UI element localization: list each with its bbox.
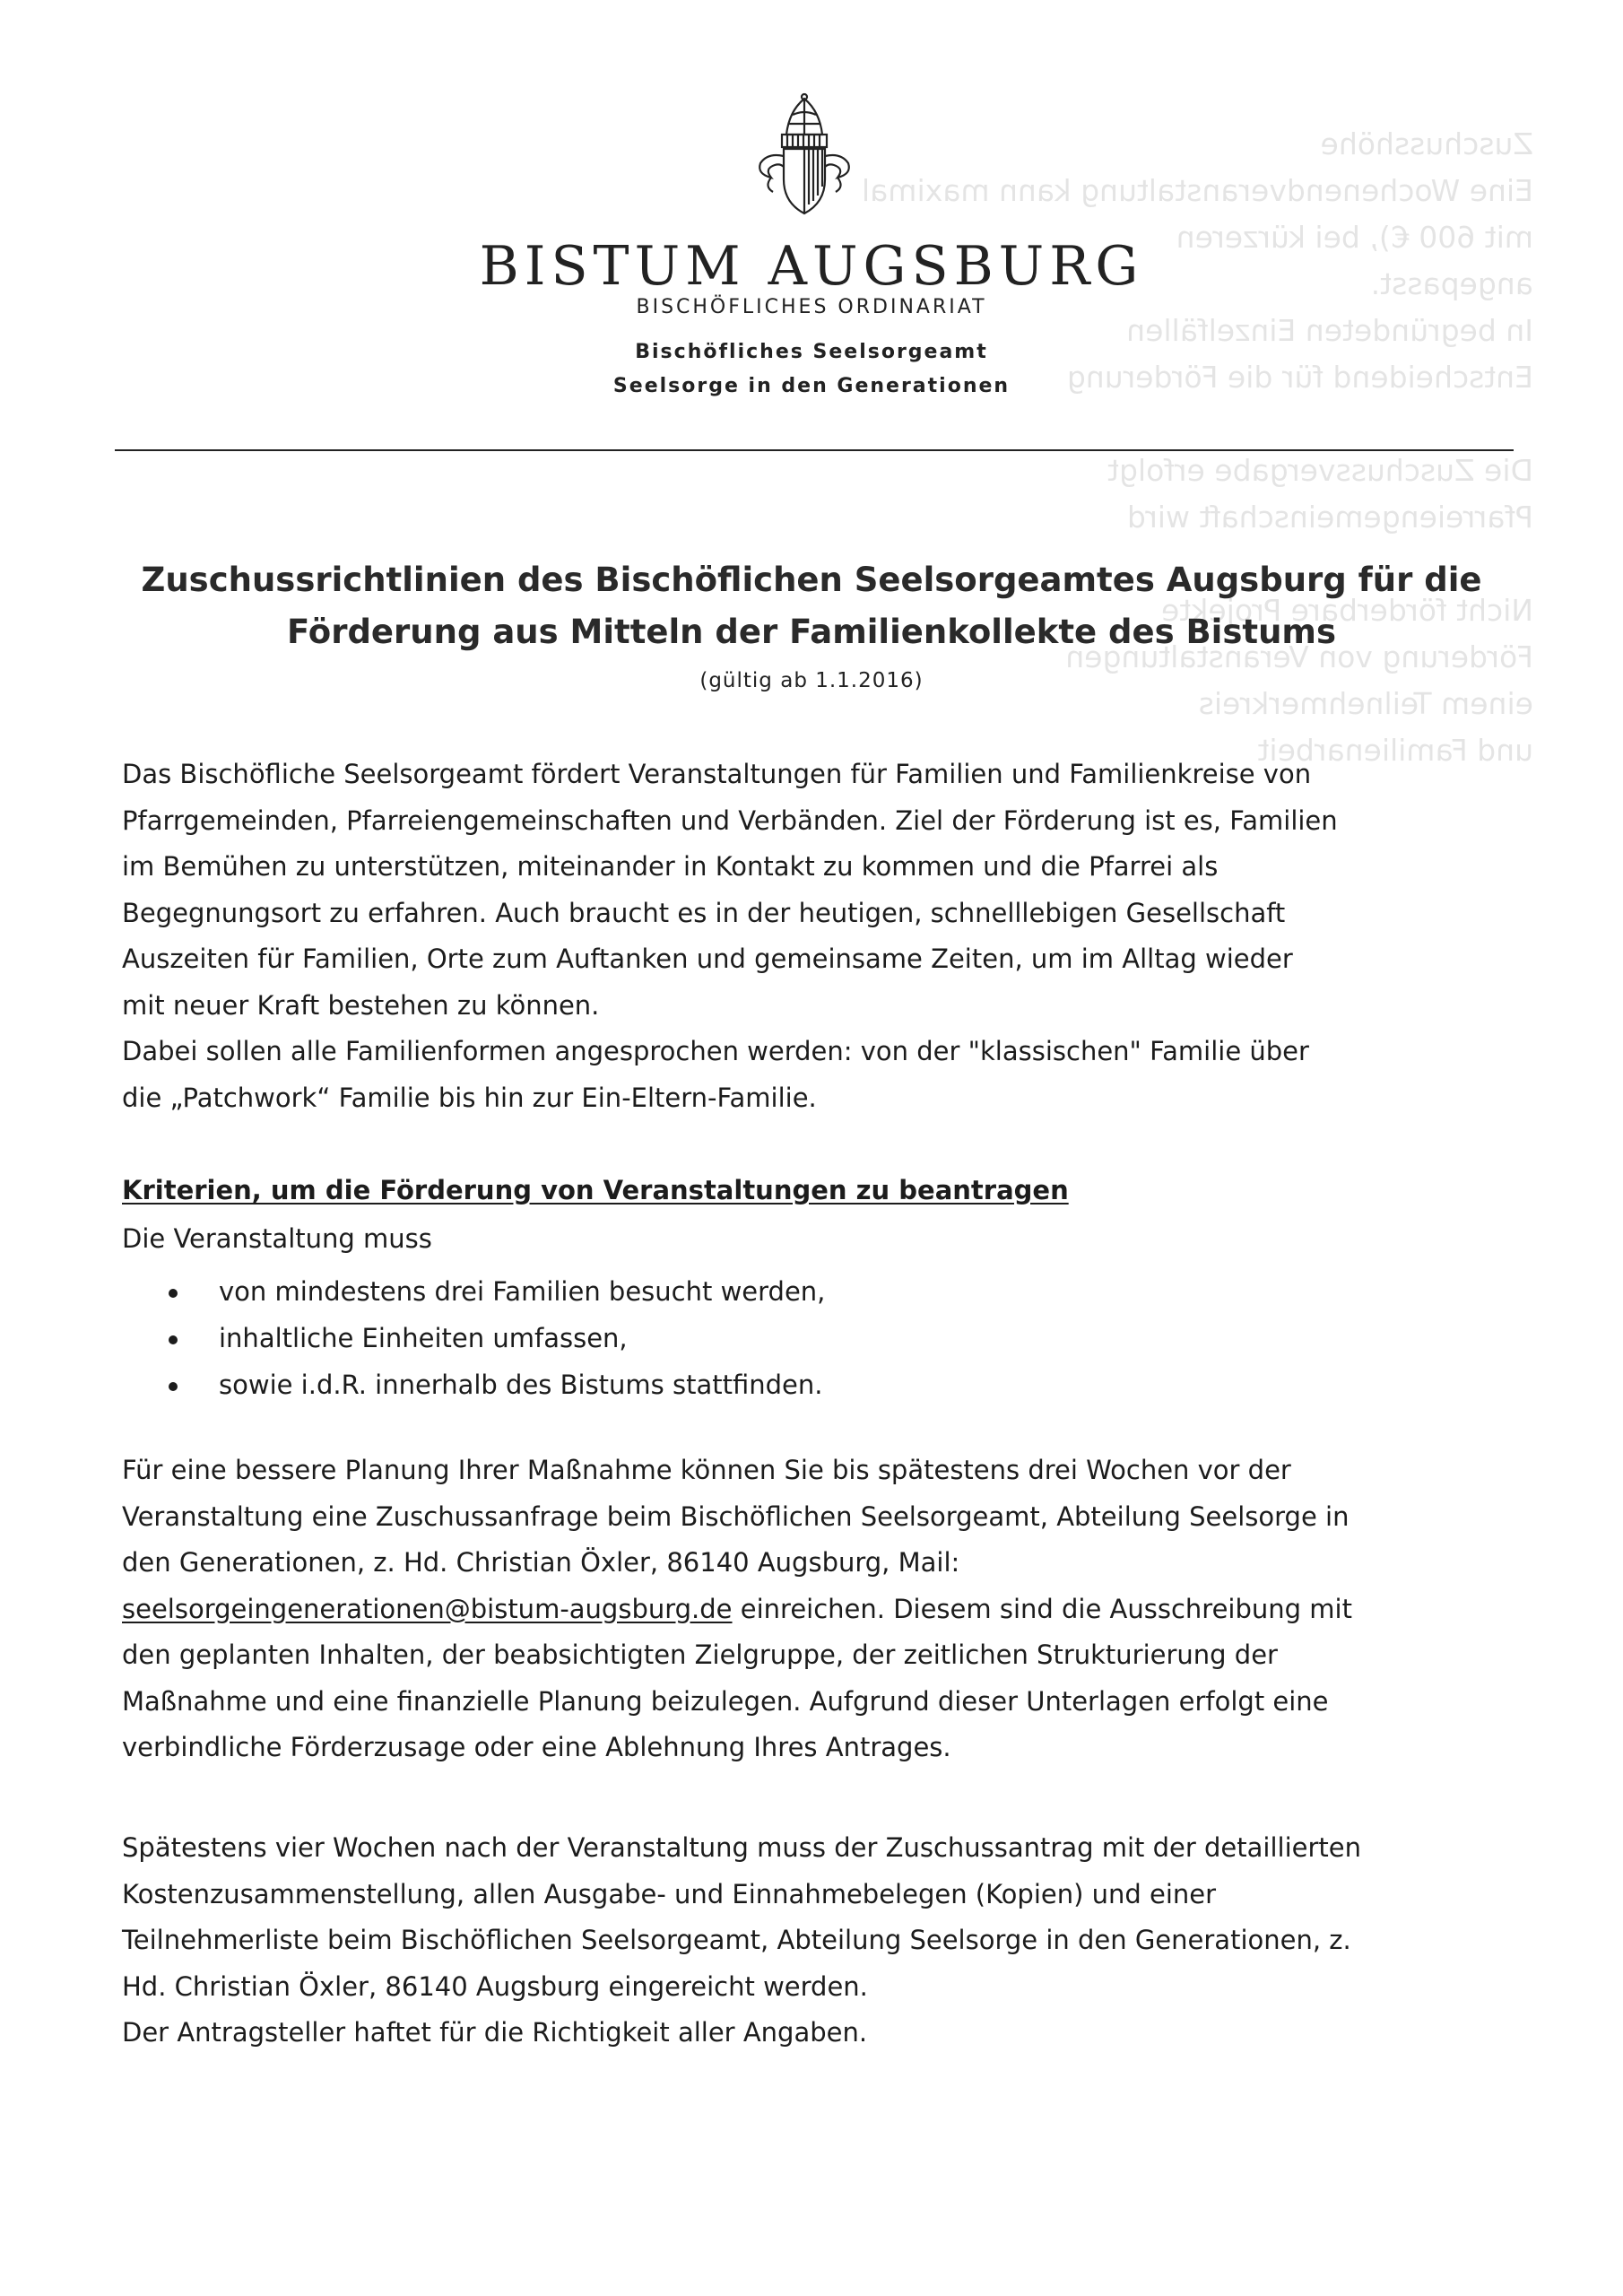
text-line: Das Bischöfliche Seelsorgeamt fördert Veranstaltungen für Familien und Familienkreise von — [122, 759, 1312, 789]
organization-title: BISTUM AUGSBURG — [479, 235, 1144, 298]
criteria-heading: Kriterien, um die Förderung von Veranstaltungen zu beantragen — [122, 1175, 1069, 1205]
bullet-icon — [169, 1335, 178, 1344]
text-line: Maßnahme und eine finanzielle Planung beizulegen. Aufgrund dieser Unterlagen erfolgt eine — [122, 1685, 1329, 1717]
bleed-line: Förderung von Veranstaltungen — [1065, 639, 1533, 674]
validity-date: (gültig ab 1.1.2016) — [699, 669, 924, 692]
bleed-line: Pfarreiengemeinschaft wird — [1126, 500, 1533, 535]
text-line: Für eine bessere Planung Ihrer Maßnahme können Sie bis spätestens drei Wochen vor der — [122, 1455, 1291, 1485]
text-line: Hd. Christian Öxler, 86140 Augsburg eingereicht werden. — [122, 1970, 868, 2002]
title-line-2: Förderung aus Mitteln der Familienkollekte des Bistums — [287, 613, 1336, 651]
diocese-coat-of-arms-logo — [737, 91, 872, 226]
text-line: Pfarrgemeinden, Pfarreiengemeinschaften und Verbänden. Ziel der Förderung ist es, Familien — [122, 804, 1338, 836]
text-line: den geplanten Inhalten, der beabsichtigten Zielgruppe, der zeitlichen Strukturierung der — [122, 1639, 1278, 1670]
submission-paragraph — [122, 1825, 1521, 2057]
text-line: Spätestens vier Wochen nach der Veranstaltung muss der Zuschussantrag mit der detaillierten — [122, 1832, 1362, 1863]
intro-paragraph — [122, 752, 1521, 1121]
list-item — [169, 1361, 825, 1408]
bleed-line: Zuschusshöhe — [1320, 126, 1533, 161]
text-fragment: einreichen. Diesem sind die Ausschreibung mit — [732, 1593, 1352, 1624]
text-line: Kostenzusammenstellung, allen Ausgabe- und Einnahmebelegen (Kopien) und einer — [122, 1878, 1217, 1909]
bleed-line: mit 600 €), bei kürzeren — [1176, 220, 1533, 255]
application-paragraph — [122, 1448, 1521, 1771]
list-item-text: sowie i.d.R. innerhalb des Bistums stattfinden. — [219, 1370, 823, 1400]
document-title — [117, 554, 1506, 658]
bleed-line: angepasst. — [1370, 266, 1533, 301]
organization-subtitle: BISCHÖFLICHES ORDINARIAT — [636, 296, 987, 318]
criteria-intro: Die Veranstaltung muss — [122, 1223, 432, 1254]
bullet-icon — [169, 1289, 178, 1298]
bleed-line: In begründeten Einzelfällen — [1126, 313, 1533, 348]
text-line: verbindliche Förderzusage oder eine Ablehnung Ihres Antrages. — [122, 1732, 951, 1762]
bleed-line: einem Teilnehmerkreis — [1198, 686, 1533, 721]
list-item — [169, 1315, 825, 1361]
text-line: Teilnehmerliste beim Bischöflichen Seelsorgeamt, Abteilung Seelsorge in den Generationen, z. — [122, 1925, 1351, 1955]
email-link[interactable]: seelsorgeingenerationen@bistum-augsburg.de — [122, 1593, 733, 1624]
list-item — [169, 1268, 825, 1315]
criteria-list — [169, 1268, 825, 1408]
text-line: Begegnungsort zu erfahren. Auch braucht es in der heutigen, schnelllebigen Gesellschaft — [122, 897, 1286, 928]
department-name: Bischöfliches Seelsorgeamt — [635, 341, 988, 363]
text-line: Veranstaltung eine Zuschussanfrage beim Bischöflichen Seelsorgeamt, Abteilung Seelsorge in — [122, 1500, 1350, 1532]
bleed-line: Nicht förderbare Projekte — [1161, 593, 1533, 628]
text-line: Auszeiten für Familien, Orte zum Auftanken und gemeinsame Zeiten, um im Alltag wieder — [122, 944, 1293, 974]
list-item-text: inhaltliche Einheiten umfassen, — [219, 1323, 628, 1353]
text-line: die „Patchwork“ Familie bis hin zur Ein-Eltern-Familie. — [122, 1082, 817, 1113]
text-line: mit neuer Kraft bestehen zu können. — [122, 989, 600, 1021]
title-line-1: Zuschussrichtlinien des Bischöflichen Seelsorgeamtes Augsburg für die — [141, 561, 1482, 599]
bleed-line: Die Zuschussvergabe erfolgt — [1107, 453, 1533, 488]
bleed-line: Entscheidend für die Förderung — [1066, 360, 1533, 395]
text-line: Der Antragsteller haftet für die Richtigkeit aller Angaben. — [122, 2017, 868, 2048]
list-item-text: von mindestens drei Familien besucht werden, — [219, 1276, 826, 1307]
text-line: im Bemühen zu unterstützen, miteinander in Kontakt zu kommen und die Pfarrei als — [122, 851, 1219, 882]
text-line — [122, 1587, 1521, 1633]
text-line: Dabei sollen alle Familienformen angesprochen werden: von der "klassischen" Familie über — [122, 1036, 1309, 1066]
bullet-icon — [169, 1382, 178, 1391]
bleed-line — [1112, 401, 1533, 448]
division-name: Seelsorge in den Generationen — [612, 375, 1011, 397]
bleed-line: und Familienarbeit — [1257, 733, 1533, 768]
text-line: den Generationen, z. Hd. Christian Öxler, 86140 Augsburg, Mail: — [122, 1547, 960, 1578]
header-divider — [115, 449, 1514, 451]
bleed-line: Eine Wochenendveranstaltung kann maximal — [862, 173, 1533, 208]
